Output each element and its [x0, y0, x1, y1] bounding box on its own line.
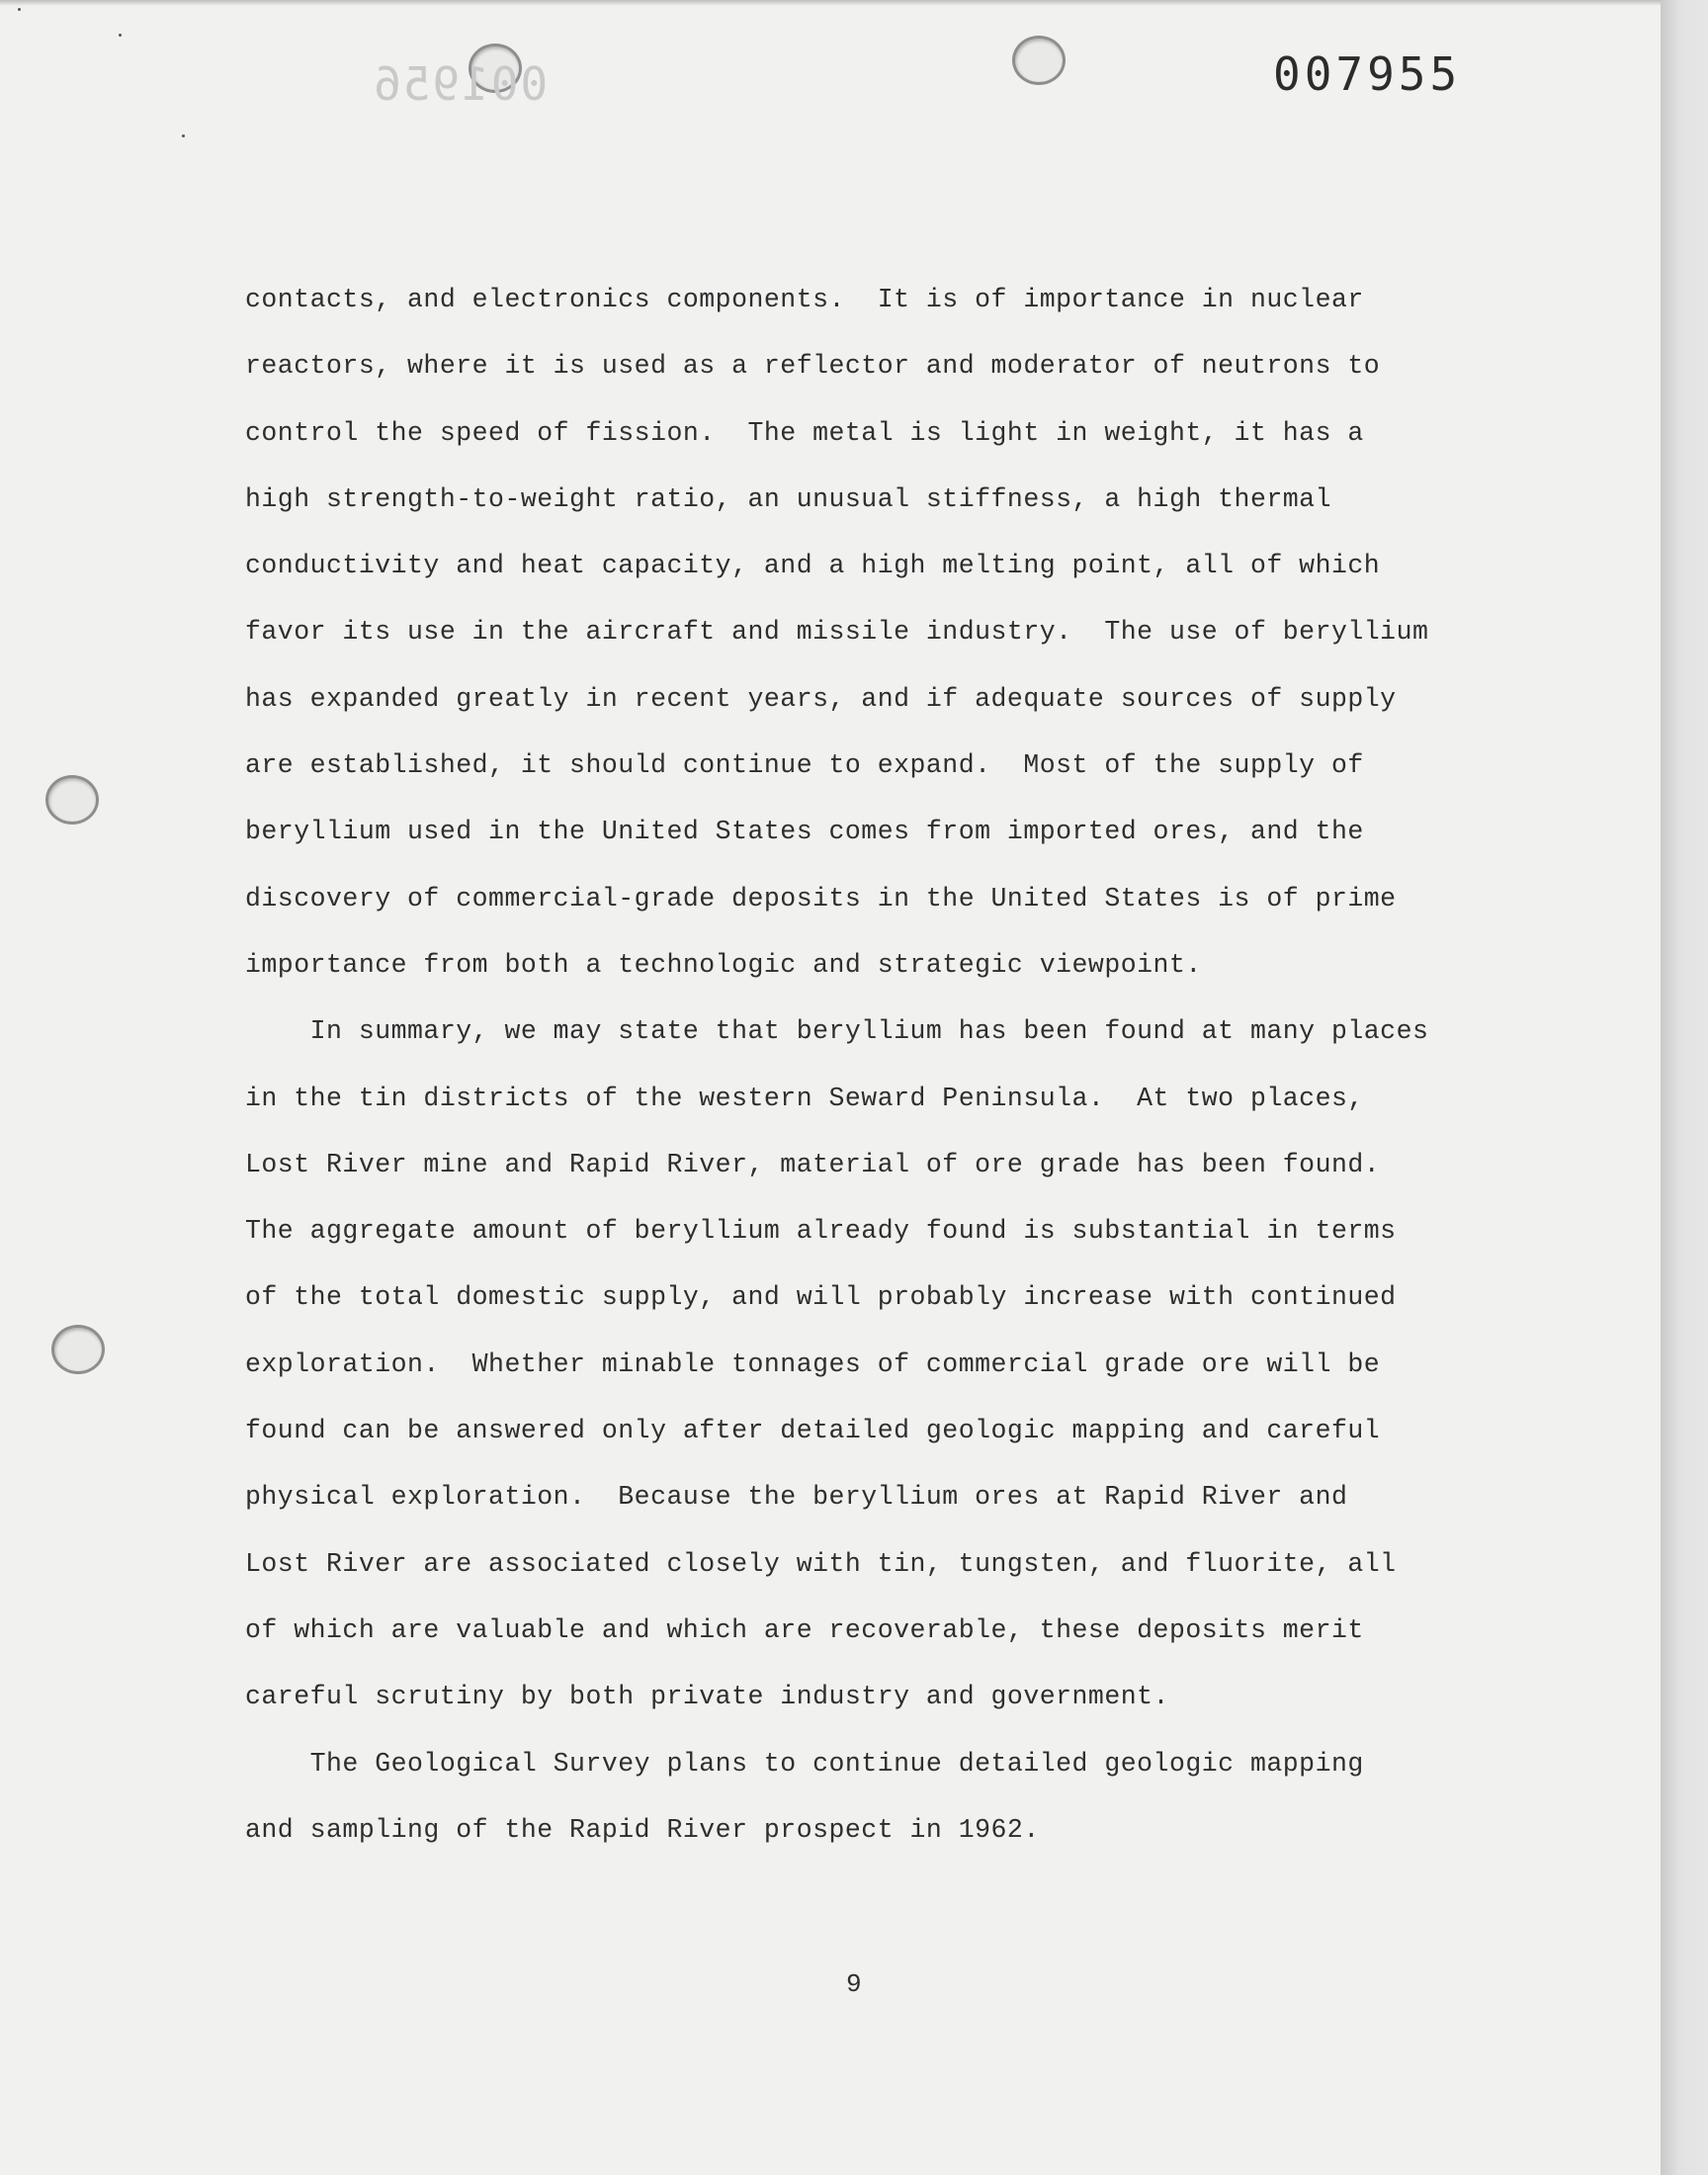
text-line: beryllium used in the United States comes from imported ores, and the: [245, 817, 1364, 847]
text-line: in the tin districts of the western Seward Peninsula. At two places,: [245, 1083, 1364, 1113]
text-line: and sampling of the Rapid River prospect in 1962.: [245, 1814, 1040, 1845]
document-number: 007955: [1273, 47, 1462, 101]
paragraph-start-line: In summary, we may state that beryllium has been found at many places: [245, 1016, 1429, 1047]
text-line: reactors, where it is used as a reflector and moderator of neutrons to: [245, 351, 1381, 382]
text-line: conductivity and heat capacity, and a high melting point, all of which: [245, 551, 1381, 581]
text-line: The aggregate amount of beryllium already found is substantial in terms: [245, 1216, 1397, 1247]
speck: [182, 134, 185, 137]
speck: [119, 34, 122, 37]
paragraph-start-line: The Geological Survey plans to continue detailed geologic mapping: [245, 1748, 1364, 1779]
text-line: contacts, and electronics components. It is of importance in nuclear: [245, 285, 1364, 314]
punch-hole-left-lower: [51, 1325, 105, 1374]
punch-hole-top-right: [1012, 36, 1066, 85]
text-line: discovery of commercial-grade deposits in the United States is of prime: [245, 883, 1397, 914]
text-line: found can be answered only after detailed geologic mapping and careful: [245, 1416, 1381, 1446]
text-line: careful scrutiny by both private industry and government.: [245, 1682, 1169, 1712]
text-line: of the total domestic supply, and will probably increase with continued: [245, 1282, 1397, 1313]
page-top-edge: [0, 0, 1661, 6]
text-line: control the speed of fission. The metal is light in weight, it has a: [245, 417, 1364, 448]
body-text: [245, 267, 1491, 1864]
text-line: favor its use in the aircraft and missile industry. The use of beryllium: [245, 617, 1429, 648]
text-line: has expanded greatly in recent years, and if adequate sources of supply: [245, 683, 1397, 714]
text-line: Lost River are associated closely with tin, tungsten, and fluorite, all: [245, 1548, 1397, 1579]
page-number: 9: [846, 1969, 862, 1999]
page-edge-shadow: [1661, 0, 1708, 2175]
text-line: high strength-to-weight ratio, an unusual stiffness, a high thermal: [245, 483, 1331, 514]
text-line: are established, it should continue to expand. Most of the supply of: [245, 750, 1364, 781]
text-line: exploration. Whether minable tonnages of commercial grade ore will be: [245, 1348, 1381, 1379]
text-line: physical exploration. Because the beryllium ores at Rapid River and: [245, 1482, 1348, 1513]
text-line: importance from both a technologic and strategic viewpoint.: [245, 949, 1202, 980]
speck: [18, 8, 21, 11]
punch-hole-left-upper: [45, 775, 99, 825]
text-line: of which are valuable and which are recoverable, these deposits merit: [245, 1614, 1364, 1645]
bleed-through-number: 001956: [372, 57, 549, 111]
text-line: Lost River mine and Rapid River, material of ore grade has been found.: [245, 1149, 1381, 1179]
